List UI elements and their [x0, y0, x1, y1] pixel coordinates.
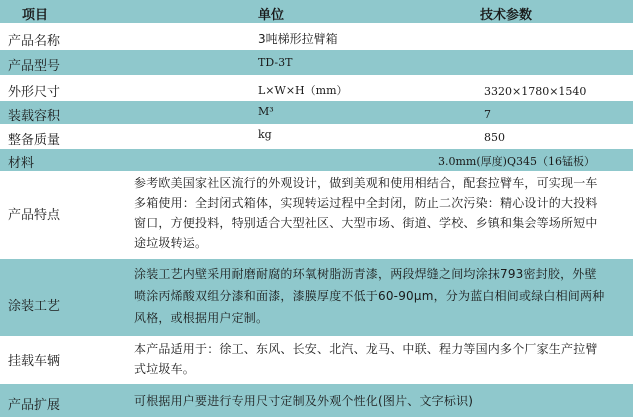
row-label: 挂载车辆: [8, 354, 61, 369]
row-label: 材料: [8, 156, 35, 171]
features-line: 参考欧美国家社区流行的外观设计，做到美观和使用相结合，配套拉臂车，可实现一车: [134, 176, 598, 190]
coating-line: 喷涂丙烯酸双组分漆和面漆，漆膜厚度不低于60-90μm，分为蓝白相间或绿白相间两种: [134, 289, 605, 303]
row-value: 7: [484, 108, 491, 121]
row-label: 装载容积: [8, 109, 61, 124]
vehicle-line: 本产品适用于：徐工、东风、长安、北汽、龙马、中联、程力等国内多个厂家生产拉臂: [134, 342, 598, 356]
row-label: 涂装工艺: [8, 299, 61, 314]
coating-text: [134, 263, 626, 329]
row-dimensions: [0, 75, 633, 101]
row-label: 产品名称: [8, 34, 61, 49]
row-label: 外形尺寸: [8, 85, 61, 100]
row-unit: L×W×H（mm）: [258, 84, 348, 97]
header-item: 项目: [22, 8, 49, 23]
header-row: [0, 0, 633, 23]
features-text: [134, 173, 626, 253]
row-unit: kg: [258, 128, 272, 141]
row-volume: [0, 101, 633, 124]
row-material: [0, 149, 633, 171]
extension-text: 可根据用户要进行专用尺寸定制及外观个性化(图片、文字标识): [134, 394, 474, 408]
header-params: 技术参数: [480, 8, 533, 23]
vehicle-text: [134, 339, 626, 379]
row-value: 3320×1780×1540: [484, 85, 587, 98]
row-label: 产品扩展: [8, 398, 61, 413]
row-label: 整备质量: [8, 133, 61, 148]
header-unit: 单位: [258, 8, 285, 23]
row-unit: TD-3T: [258, 56, 293, 69]
row-coating: [0, 259, 633, 336]
row-value: 850: [484, 131, 505, 144]
row-label: 产品型号: [8, 59, 61, 74]
row-vehicle: [0, 336, 633, 384]
row-product-name: [0, 23, 633, 50]
vehicle-line: 式垃圾车。: [134, 362, 196, 376]
features-line: 途垃圾转运。: [134, 236, 208, 250]
row-weight: [0, 124, 633, 149]
row-label: 产品特点: [8, 208, 61, 223]
coating-line: 风格，或根据用户定制。: [134, 311, 269, 325]
row-unit: M³: [258, 105, 274, 118]
features-line: 多箱使用：全封闭式箱体，实现转运过程中全封闭，防止二次污染：精心设计的大投料: [134, 196, 598, 210]
row-extension: [0, 384, 633, 417]
row-unit: 3吨梯形拉臂箱: [258, 32, 338, 46]
features-line: 窗口，方便投料，特别适合大型社区、大型市场、街道、学校、乡镇和集会等场所短中: [134, 216, 598, 230]
row-product-model: [0, 50, 633, 75]
coating-line: 涂装工艺内壁采用耐磨耐腐的环氧树脂沥青漆，两段焊缝之间均涂抹793密封胶，外壁: [134, 267, 597, 281]
row-features: [0, 171, 633, 259]
row-value: 3.0mm(厚度)Q345（16锰板）: [438, 155, 595, 168]
